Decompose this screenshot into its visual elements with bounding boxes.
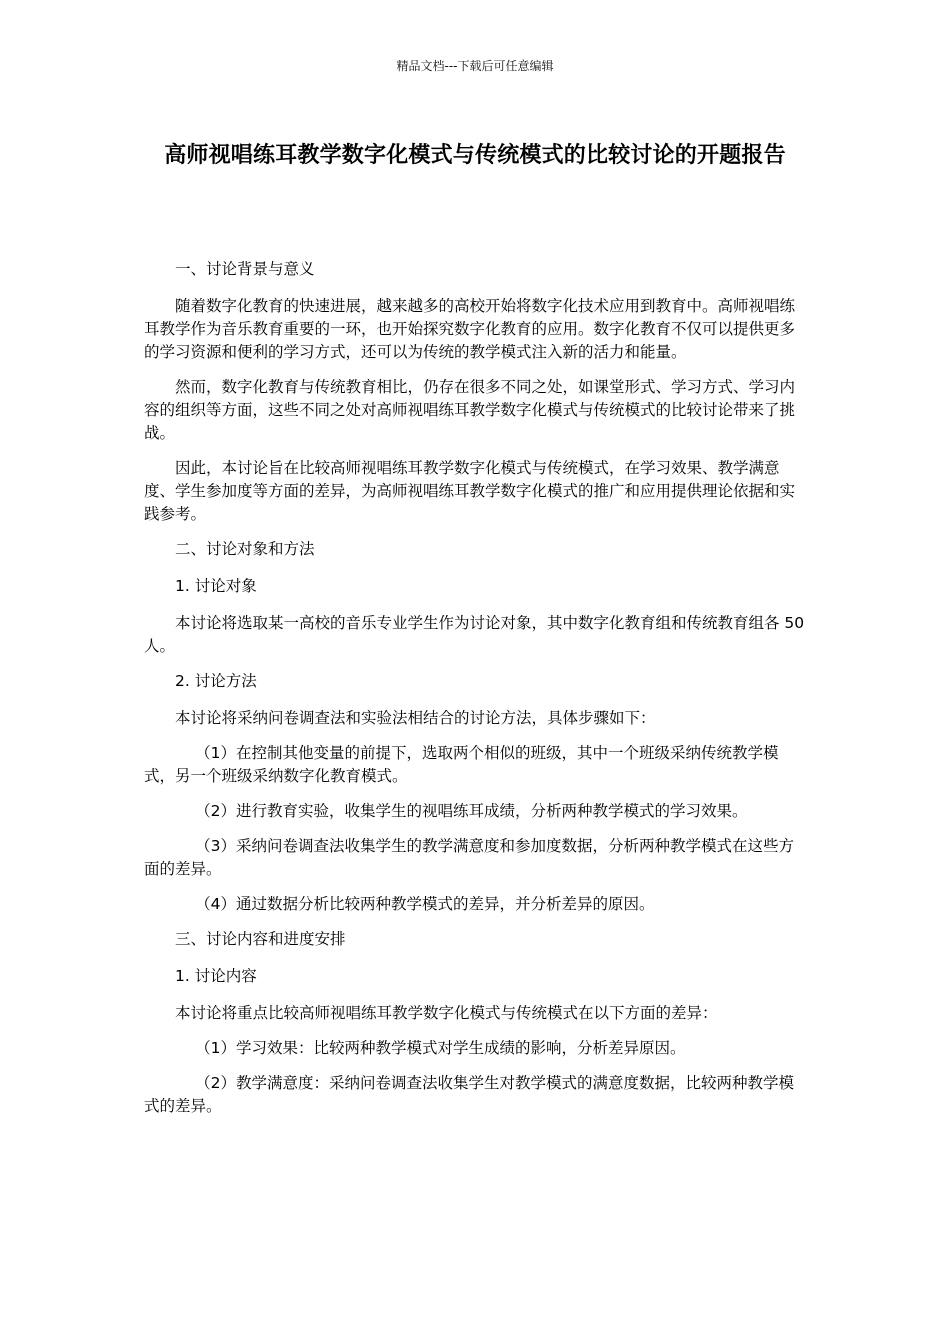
list-item: （2）教学满意度：采纳问卷调查法收集学生对教学模式的满意度数据，比较两种教学模式的差异。 (144, 1074, 795, 1115)
paragraph: 然而，数字化教育与传统教育相比，仍存在很多不同之处，如课堂形式、学习方式、学习内容的组织等方面，这些不同之处对高师视唱练耳教学数字化模式与传统模式的比较讨论带来了挑战。 (144, 378, 796, 442)
list-item: （1）在控制其他变量的前提下，选取两个相似的班级，其中一个班级采纳传统教学模式，另一个班级采纳数字化教育模式。 (144, 744, 779, 785)
paragraph: 本讨论将重点比较高师视唱练耳教学数字化模式与传统模式在以下方面的差异： (175, 1004, 718, 1022)
list-item: （3）采纳问卷调查法收集学生的教学满意度和参加度数据，分析两种教学模式在这些方面的差异。 (144, 837, 795, 878)
paragraph: 随着数字化教育的快速进展，越来越多的高校开始将数字化技术应用到教育中。高师视唱练耳教学作为音乐教育重要的一环，也开始探究数字化教育的应用。数字化教育不仅可以提供更多的学习资源和便利的学习方式，还可以为传统的教学模式注入新的活力和能量。 (144, 297, 796, 361)
section-heading-content-schedule: 三、讨论内容和进度安排 (175, 930, 346, 948)
list-item: （4）通过数据分析比较两种教学模式的差异，并分析差异的原因。 (195, 895, 655, 913)
list-item: （2）进行教育实验，收集学生的视唱练耳成绩，分析两种教学模式的学习效果。 (195, 802, 748, 820)
list-item: （1）学习效果：比较两种教学模式对学生成绩的影响，分析差异原因。 (195, 1039, 686, 1057)
document-title: 高师视唱练耳教学数字化模式与传统模式的比较讨论的开题报告 (164, 143, 786, 168)
section-heading-background: 一、讨论背景与意义 (175, 260, 315, 278)
paragraph: 因此，本讨论旨在比较高师视唱练耳教学数字化模式与传统模式，在学习效果、教学满意度、学生参加度等方面的差异，为高师视唱练耳教学数字化模式的推广和应用提供理论依据和实践参考。 (144, 459, 796, 523)
paragraph: 本讨论将选取某一高校的音乐专业学生作为讨论对象，其中数字化教育组和传统教育组各 50 人。 (144, 614, 805, 655)
page-header-note: 精品文档---下载后可任意编辑 (396, 59, 554, 73)
subheading-subjects: 1. 讨论对象 (175, 577, 257, 595)
subheading-methods: 2. 讨论方法 (175, 672, 257, 690)
paragraph: 本讨论将采纳问卷调查法和实验法相结合的讨论方法，具体步骤如下： (175, 709, 656, 727)
document-body (144, 258, 807, 1130)
section-heading-subjects-methods: 二、讨论对象和方法 (175, 540, 315, 558)
subheading-content: 1. 讨论内容 (175, 967, 257, 985)
